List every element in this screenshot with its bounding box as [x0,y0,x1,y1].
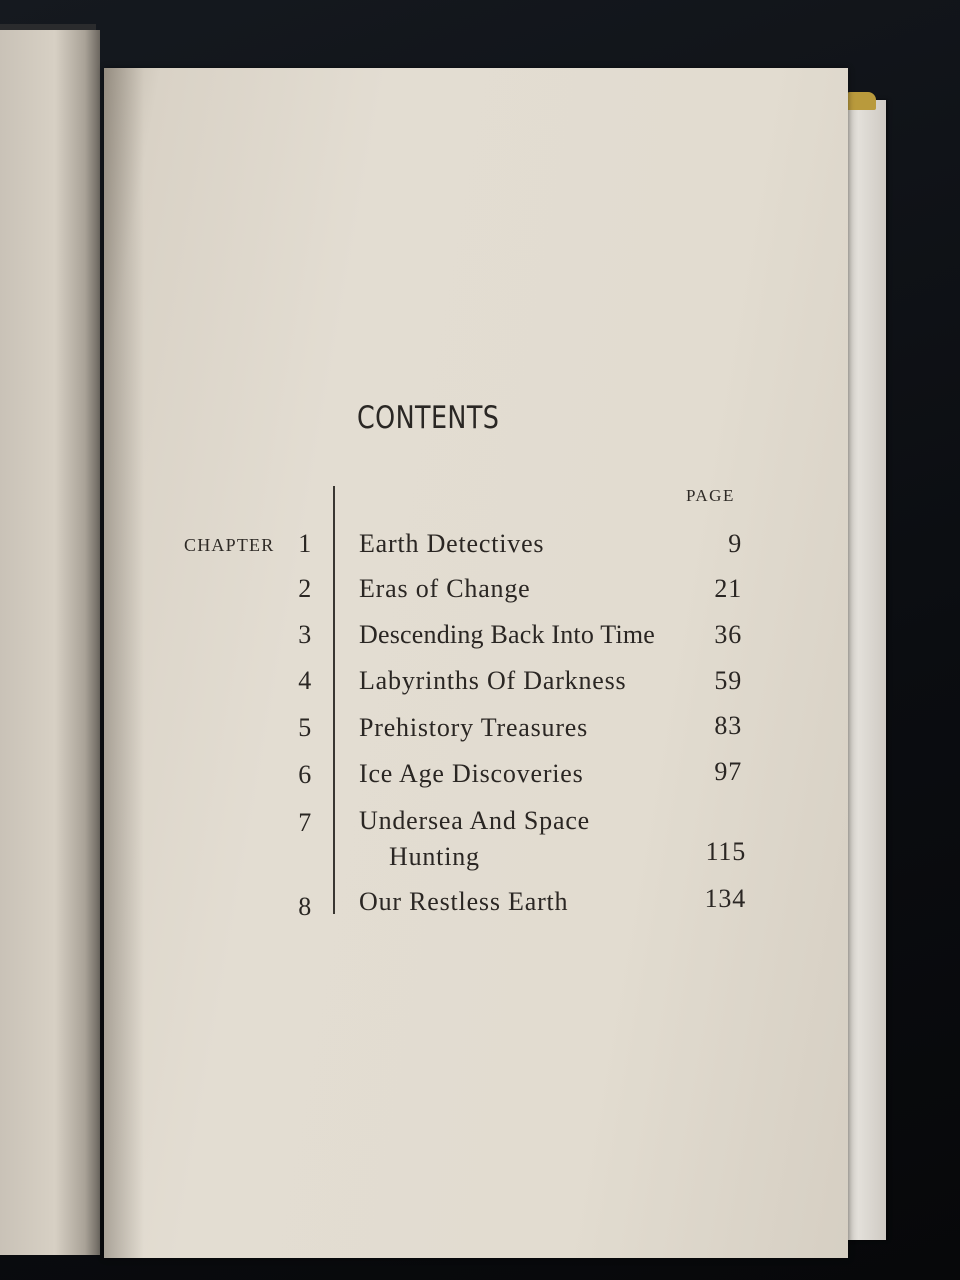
left-page [0,30,100,1255]
page-column-label: PAGE [686,486,735,505]
chapter-title[interactable]: Ice Age Discoveries [359,759,584,788]
chapter-title[interactable]: Our Restless Earth [359,887,569,916]
chapter-page-number: 97 [714,757,742,786]
chapter-number: 6 [298,760,312,789]
chapter-title-continuation[interactable]: Hunting [389,842,480,871]
chapter-number: 5 [298,713,312,742]
chapter-title[interactable]: Earth Detectives [359,529,545,558]
chapter-page-number: 134 [704,884,746,913]
chapter-column-label: CHAPTER [184,535,275,555]
contents-heading: CONTENTS [357,400,500,436]
chapter-title[interactable]: Labyrinths Of Darkness [359,666,627,695]
chapter-page-number: 115 [705,837,746,866]
chapter-number: 8 [298,892,312,921]
chapter-number: 2 [298,574,312,603]
chapter-title[interactable]: Undersea And Space [359,806,590,835]
chapter-title[interactable]: Eras of Change [359,574,531,603]
column-divider [333,486,335,914]
chapter-page-number: 21 [714,574,742,603]
chapter-number: 1 [298,529,312,558]
chapter-number: 4 [298,666,312,695]
chapter-page-number: 36 [714,620,742,649]
chapter-title[interactable]: Prehistory Treasures [359,713,589,742]
chapter-page-number: 83 [714,711,742,740]
chapter-title[interactable]: Descending Back Into Time [359,620,656,649]
chapter-number: 7 [298,808,312,837]
chapter-number: 3 [298,620,312,649]
bookmark-ribbon [846,92,876,110]
chapter-page-number: 9 [728,529,742,558]
contents-page [104,68,848,1258]
chapter-page-number: 59 [714,666,742,695]
